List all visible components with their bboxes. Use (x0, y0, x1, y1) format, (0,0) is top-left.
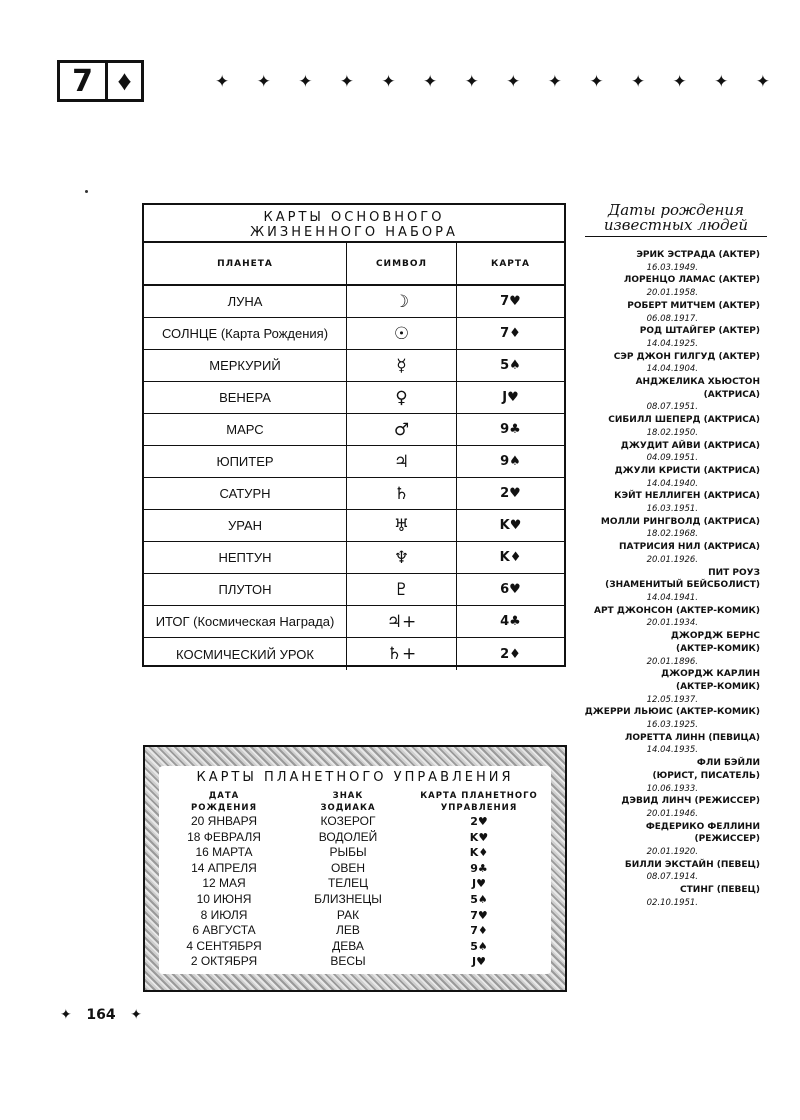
list-item (562, 249, 760, 274)
zodiac-sign: ВЕСЫ (330, 954, 366, 969)
person-birthdate: 08.07.1951. (646, 402, 698, 413)
table-row (159, 845, 551, 861)
planet-symbol: ♃ (347, 446, 457, 477)
zodiac-sign: ДЕВА (332, 938, 364, 953)
person-name: ЛОРЕНЦО ЛАМАС (АКТЕР) (623, 275, 760, 286)
list-item (562, 274, 760, 299)
card-value: 9♠ (500, 454, 521, 469)
zodiac-sign: ЛЕВ (336, 923, 360, 938)
table-row (159, 939, 551, 955)
table-row (159, 908, 551, 924)
person-name: ДЖОРДЖ БЕРНС (АКТЕР-КОМИК) (670, 631, 760, 654)
person-name: ФЛИ БЭЙЛИ (ЮРИСТ, ПИСАТЕЛЬ) (652, 758, 760, 781)
list-item (562, 465, 760, 490)
ruling-card: K♦ (469, 846, 489, 860)
table-row (159, 830, 551, 846)
planet-symbol: ♄+ (347, 638, 457, 670)
card-value: 6♥ (500, 582, 521, 597)
person-name: ПАТРИСИЯ НИЛ (АКТРИСА) (618, 542, 760, 553)
list-item (562, 414, 760, 439)
rulership-panel (159, 766, 551, 974)
card-value: K♥ (499, 518, 522, 533)
table-row (144, 638, 564, 670)
star-icon: ✦ (547, 72, 562, 91)
person-birthdate: 14.04.1940. (646, 478, 698, 489)
star-icon: ✦ (298, 72, 313, 91)
table-row (144, 542, 564, 574)
person-birthdate: 08.07.1914. (646, 872, 698, 883)
person-name: КЭЙТ НЕЛЛИГЕН (АКТРИСА) (614, 491, 760, 502)
person-name: РОБЕРТ МИТЧЕМ (АКТЕР) (627, 300, 760, 311)
person-name: ДЖУДИТ АЙВИ (АКТРИСА) (620, 440, 760, 451)
table-row (144, 574, 564, 606)
list-item (562, 351, 760, 376)
person-birthdate: 20.01.1920. (646, 847, 698, 858)
person-name: СЭР ДЖОН ГИЛГУД (АКТЕР) (613, 351, 760, 362)
col-date-header: ДАТА РОЖДЕНИЯ (190, 791, 257, 813)
person-name: ДЖУЛИ КРИСТИ (АКТРИСА) (614, 465, 760, 476)
list-item (562, 706, 760, 731)
card-value: 7♥ (500, 294, 521, 309)
planet-symbol: ♇ (347, 574, 457, 605)
person-birthdate: 16.03.1949. (646, 262, 698, 273)
planet-name: ЛУНА (144, 286, 347, 317)
zodiac-sign: РАК (336, 907, 360, 922)
star-icon: ✦ (215, 72, 230, 91)
col-planet-header: ПЛАНЕТА (144, 243, 347, 284)
table-row (144, 606, 564, 638)
list-item (562, 440, 760, 465)
ruling-card: 5♠ (470, 939, 488, 953)
sidebar-title: Даты рождения известных людей (585, 203, 767, 237)
table-row (144, 510, 564, 542)
person-birthdate: 10.06.1933. (646, 783, 698, 794)
birth-date: 14 АПРЕЛЯ (191, 860, 257, 875)
table-row (144, 318, 564, 350)
person-name: АНДЖЕЛИКА ХЬЮСТОН (АКТРИСА) (635, 377, 760, 400)
star-divider (215, 72, 770, 92)
card-value: 2♥ (500, 486, 521, 501)
list-item (562, 732, 760, 757)
planet-symbol: ♂ (347, 414, 457, 445)
table-row (159, 861, 551, 877)
planet-name: ВЕНЕРА (144, 382, 347, 413)
planet-name: ЮПИТЕР (144, 446, 347, 477)
planet-name: НЕПТУН (144, 542, 347, 573)
list-item (562, 605, 760, 630)
person-birthdate: 20.01.1926. (646, 554, 698, 565)
card-value: J♥ (502, 390, 519, 405)
card-value: 5♠ (500, 358, 521, 373)
col-sign-header: ЗНАК ЗОДИАКА (320, 791, 376, 813)
card-value: 7♦ (500, 326, 521, 341)
col-card-header: КАРТА (490, 258, 531, 269)
person-birthdate: 02.10.1951. (646, 897, 698, 908)
planet-name: САТУРН (144, 478, 347, 509)
birth-date: 6 АВГУСТА (192, 923, 256, 938)
star-icon: ✦ (60, 1007, 72, 1023)
birth-date: 16 МАРТА (195, 845, 253, 860)
card-value: 2♦ (500, 646, 521, 662)
star-icon: ✦ (464, 72, 479, 91)
list-item (562, 325, 760, 350)
person-birthdate: 20.01.1934. (646, 618, 698, 629)
star-icon: ✦ (630, 72, 646, 91)
person-name: ДЭВИД ЛИНЧ (РЕЖИССЕР) (621, 796, 760, 807)
planet-symbol: ☉ (347, 318, 457, 349)
ruling-card: 9♣ (470, 861, 488, 875)
table-row (159, 923, 551, 939)
planet-name: МЕРКУРИЙ (144, 350, 347, 381)
zodiac-sign: ВОДОЛЕЙ (318, 829, 378, 844)
star-icon: ✦ (672, 72, 687, 91)
planet-symbol: ☽ (347, 286, 457, 317)
planet-name: УРАН (144, 510, 347, 541)
rulership-title: КАРТЫ ПЛАНЕТНОГО УПРАВЛЕНИЯ (196, 770, 514, 785)
list-item (562, 821, 760, 859)
person-name: БИЛЛИ ЭКСТАЙН (ПЕВЕЦ) (624, 859, 760, 870)
table-row (144, 414, 564, 446)
list-item (562, 795, 760, 820)
zodiac-sign: РЫБЫ (329, 845, 367, 860)
person-name: РОД ШТАЙГЕР (АКТЕР) (639, 326, 760, 337)
chapter-number: 7 (60, 63, 108, 99)
zodiac-sign: БЛИЗНЕЦЫ (314, 891, 382, 906)
list-item (562, 757, 760, 795)
star-icon: ✦ (506, 72, 521, 91)
planet-symbol: ♆ (347, 542, 457, 573)
table-body (144, 286, 564, 670)
page-footer (60, 1007, 142, 1023)
chapter-badge (57, 60, 144, 102)
print-speck (85, 190, 88, 193)
person-birthdate: 18.02.1968. (646, 529, 698, 540)
ruling-card: 7♦ (470, 924, 488, 938)
zodiac-sign: ОВЕН (330, 860, 365, 875)
planet-symbol: ♀ (347, 382, 457, 413)
planet-name: МАРС (144, 414, 347, 445)
table-row (159, 892, 551, 908)
person-birthdate: 12.05.1937. (646, 694, 698, 705)
ruling-card: 7♥ (470, 908, 488, 922)
birth-date: 4 СЕНТЯБРЯ (186, 938, 262, 953)
rulership-body (159, 814, 551, 970)
table-title: КАРТЫ ОСНОВНОГО ЖИЗНЕННОГО НАБОРА (144, 205, 564, 243)
person-birthdate: 16.03.1951. (646, 504, 698, 515)
ruling-card: J♥ (472, 955, 486, 969)
rulership-box (143, 745, 567, 992)
table-row (144, 382, 564, 414)
list-item (562, 859, 760, 884)
person-name: СТИНГ (ПЕВЕЦ) (680, 885, 760, 896)
diamond-icon: ♦ (117, 65, 132, 96)
person-birthdate: 18.02.1950. (646, 427, 698, 438)
col-ruling-card-header: КАРТА ПЛАНЕТНОГО УПРАВЛЕНИЯ (420, 791, 538, 813)
person-birthdate: 04.09.1951. (646, 453, 698, 464)
col-symbol-header: СИМВОЛ (347, 243, 457, 284)
person-name: ЛОРЕТТА ЛИНН (ПЕВИЦА) (624, 732, 760, 743)
person-birthdate: 14.04.1935. (646, 745, 698, 756)
person-birthdate: 20.01.1958. (646, 288, 698, 299)
planet-symbol: ♅ (347, 510, 457, 541)
star-icon: ✦ (589, 72, 604, 91)
star-icon: ✦ (381, 72, 396, 91)
list-item (562, 884, 760, 909)
table-row (144, 286, 564, 318)
birth-date: 20 ЯНВАРЯ (190, 814, 258, 828)
zodiac-sign: КОЗЕРОГ (320, 814, 376, 828)
birth-date: 8 ИЮЛЯ (200, 907, 248, 922)
person-birthdate: 16.03.1925. (646, 720, 698, 731)
person-birthdate: 14.04.1925. (646, 338, 698, 349)
person-birthdate: 20.01.1896. (646, 656, 698, 667)
person-name: ДЖЕРРИ ЛЬЮИС (АКТЕР-КОМИК) (584, 707, 760, 718)
list-item (562, 668, 760, 706)
page-number: 164 (86, 1007, 116, 1023)
star-icon: ✦ (130, 1007, 142, 1023)
list-item (562, 567, 760, 605)
birth-date: 10 ИЮНЯ (196, 891, 252, 906)
star-icon: ✦ (256, 72, 271, 91)
person-name: ЭРИК ЭСТРАДА (АКТЕР) (636, 250, 760, 260)
list-item (562, 541, 760, 566)
person-birthdate: 06.08.1917. (646, 313, 698, 324)
person-name: АРТ ДЖОНСОН (АКТЕР-КОМИК) (594, 605, 760, 616)
star-icon: ✦ (422, 72, 438, 91)
list-item (562, 630, 760, 668)
life-spread-table (142, 203, 566, 667)
list-item (562, 516, 760, 541)
table-row (159, 814, 551, 830)
planet-name: СОЛНЦЕ (Карта Рождения) (144, 318, 347, 349)
person-name: ПИТ РОУЗ (ЗНАМЕНИТЫЙ БЕЙСБОЛИСТ) (605, 567, 760, 591)
star-icon: ✦ (755, 72, 770, 91)
person-birthdate: 14.04.1941. (646, 592, 698, 603)
table-row (144, 478, 564, 510)
list-item (562, 490, 760, 515)
card-value: 4♣ (500, 614, 521, 629)
famous-people-list (562, 249, 760, 910)
person-birthdate: 20.01.1946. (646, 808, 698, 819)
planet-name: ПЛУТОН (144, 574, 347, 605)
person-name: ФЕДЕРИКО ФЕЛЛИНИ (РЕЖИССЕР) (645, 821, 760, 845)
ruling-card: J♥ (472, 877, 486, 891)
zodiac-sign: ТЕЛЕЦ (327, 876, 369, 891)
table-row (144, 446, 564, 478)
birth-date: 12 МАЯ (202, 876, 246, 891)
star-icon: ✦ (339, 72, 355, 91)
planet-symbol: ☿ (347, 350, 457, 381)
table-row (159, 954, 551, 970)
person-name: СИБИЛЛ ШЕПЕРД (АКТРИСА) (608, 415, 760, 426)
birth-date: 18 ФЕВРАЛЯ (187, 829, 261, 844)
person-name: ДЖОРДЖ КАРЛИН (АКТЕР-КОМИК) (661, 669, 760, 692)
person-name: МОЛЛИ РИНГВОЛД (АКТРИСА) (600, 516, 760, 527)
planet-name: ИТОГ (Космическая Награда) (144, 606, 347, 637)
table-header-row (144, 243, 564, 286)
ruling-card: K♥ (469, 830, 489, 844)
birth-date: 2 ОКТЯБРЯ (190, 954, 258, 969)
planet-symbol: ♃+ (347, 606, 457, 637)
table-row (159, 876, 551, 892)
table-row (144, 350, 564, 382)
planet-name: КОСМИЧЕСКИЙ УРОК (144, 638, 347, 670)
rulership-header-row (159, 790, 551, 814)
card-value: 9♣ (500, 422, 521, 437)
star-icon: ✦ (714, 72, 729, 91)
ruling-card: 2♥ (470, 815, 488, 828)
person-birthdate: 14.04.1904. (646, 364, 698, 375)
planet-symbol: ♄ (347, 478, 457, 509)
list-item (562, 376, 760, 414)
list-item (562, 300, 760, 325)
ruling-card: 5♠ (470, 892, 488, 906)
card-value: K♦ (499, 550, 522, 565)
